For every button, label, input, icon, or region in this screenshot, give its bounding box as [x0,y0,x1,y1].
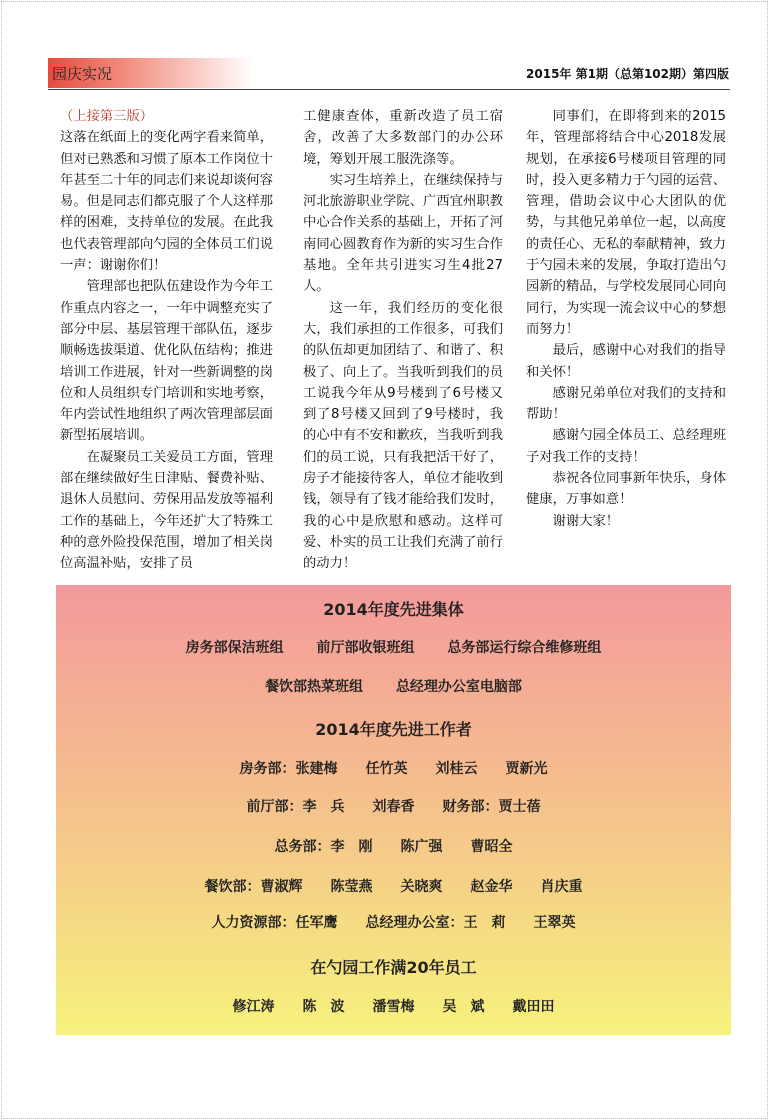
awards-panel [56,585,731,1035]
collective-award: 总务部运行综合维修班组 [447,640,602,656]
article-column-2 [303,106,503,575]
article-column-3 [526,106,726,532]
collective-row-2 [56,676,731,696]
worker-row: 总务部：李 刚 陈广强 曹昭全 [274,839,513,855]
worker-row: 人力资源部：任军鹰 总经理办公室：王 莉 王翠英 [211,915,576,931]
worker-row: 前厅部：李 兵 刘春香 财务部：贾士蓓 [246,799,541,815]
paragraph: 恭祝各位同事新年快乐，身体健康，万事如意！ [526,471,726,508]
collective-title: 2014年度先进集体 [323,600,464,619]
worker-row: 餐饮部：曹淑辉 陈莹燕 关晓爽 赵金华 肖庆重 [204,879,583,895]
collective-award: 餐饮部热菜班组 [265,679,364,695]
worker-row: 房务部：张建梅 任竹英 刘桂云 贾新光 [239,761,548,777]
paragraph: 管理部也把队伍建设作为今年工作重点内容之一，一年中调整充实了部分中层、基层管理干部队伍，逐步顺畅选拔渠道、优化队伍结构；推进培训工作进展，针对一些新调整的岗位和人员组织专门培训和实地考察，年内尝试性地组织了两次管理部层面新型拓展培训。 [60,279,273,444]
paragraph: 谢谢大家！ [552,513,620,529]
paragraph: 感谢兄弟单位对我们的支持和帮助！ [526,385,726,423]
worker-title: 2014年度先进工作者 [315,720,472,739]
paragraph: 感谢勺园全体员工、总经理班子对我工作的支持！ [526,428,726,465]
paragraph: 实习生培养上，在继续保持与河北旅游职业学院、广西宜州职教中心合作关系的基础上，开拓了河南同心圆教育作为新的实习生合作基地。全年共引进实习生4批27人。 [303,172,503,295]
paragraph: 工健康查体，重新改造了员工宿舍，改善了大多数部门的办公环境，筹划开展工服洗涤等。 [303,109,503,167]
collective-award: 前厅部收银班组 [316,640,415,656]
paragraph: 这落在纸面上的变化两字看来简单，但对已熟悉和习惯了原本工作岗位十年甚至二十年的同志们来说却谈何容易。但是同志们都克服了个人这样那样的困难，支持单位的发展。在此我也代表管理部向勺园的全体员工们说一声：谢谢你们！ [60,130,273,274]
paragraph: 同事们，在即将到来的2015年，管理部将结合中心2018发展规划，在承接6号楼项目管理的同时，投入更多精力于勺园的运营、管理，借助会议中心大团队的优势，与其他兄弟单位一起，以高度的责任心、无私的奉献精神，致力于勺园未来的发展，争取打造出勺园新的精品，与学校发展同心同向同行，为实现一流会议中心的梦想而努力！ [526,109,726,337]
collective-award: 房务部保洁班组 [185,640,284,656]
header-divider [48,89,730,90]
section-title: 园庆实况 [52,65,113,83]
paragraph: 这一年，我们经历的变化很大，我们承担的工作很多，可我们的队伍却更加团结了、和谐了、积极了、向上了。当我听到我们的员工说我今年从9号楼到了6号楼又到了8号楼又回到了9号楼时，我的心中有不安和歉疚，当我听到我们的员工说，只有我把活干好了，房子才能接待客人，单位才能收到钱，领导有了钱才能给我们发时，我的心中是欣慰和感动。这样可爱、朴实的员工让我们充满了前行的动力！ [303,300,503,572]
twenty-years-title: 在勺园工作满20年员工 [310,958,477,977]
paragraph: 最后，感谢中心对我们的指导和关怀！ [526,343,726,380]
twenty-years-row: 修江涛 陈 波 潘雪梅 吴 斌 戴田田 [232,999,555,1015]
issue-info: 2015年 第1期（总第102期）第四版 [526,67,729,81]
paragraph: 在凝聚员工关爱员工方面，管理部在继续做好生日津贴、餐费补贴、退休人员慰问、劳保用品发放等福利工作的基础上，今年还扩大了特殊工种的意外险投保范围，增加了相关岗位高温补贴，安排了员 [60,449,273,572]
article-column-1 [60,106,273,575]
collective-award: 总经理办公室电脑部 [395,679,522,695]
collective-row-1 [56,637,731,657]
continued-note: （上接第三版） [60,109,154,124]
